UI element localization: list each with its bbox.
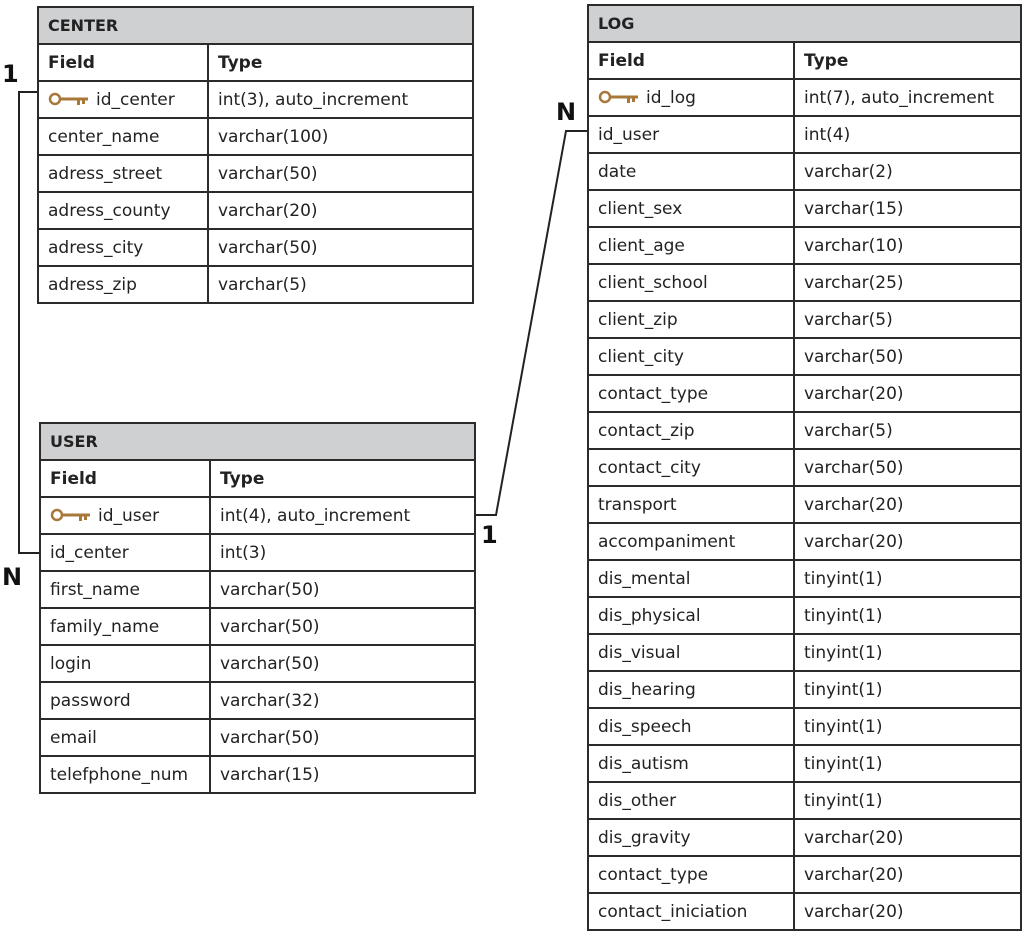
field-label: contact_type — [598, 864, 709, 885]
field-type: varchar(50) — [208, 155, 473, 192]
field-type: int(7), auto_increment — [794, 79, 1021, 116]
field-label: dis_mental — [598, 568, 691, 589]
field-type: varchar(50) — [210, 571, 475, 608]
field-label: id_user — [598, 124, 660, 145]
field-label: adress_zip — [48, 274, 137, 295]
field-type: int(4), auto_increment — [210, 497, 475, 534]
field-type: int(3), auto_increment — [208, 81, 473, 118]
field-type: varchar(10) — [794, 227, 1021, 264]
field-label: dis_hearing — [598, 679, 696, 700]
field-type: tinyint(1) — [794, 708, 1021, 745]
field-column-header: Field — [40, 460, 210, 497]
field-type: varchar(50) — [794, 449, 1021, 486]
field-label: id_center — [96, 89, 175, 110]
field-type: varchar(2) — [794, 153, 1021, 190]
field-label: contact_iniciation — [598, 901, 748, 922]
user-log-connector — [476, 131, 587, 515]
field-column-header: Field — [588, 42, 794, 79]
field-label: id_user — [98, 505, 160, 526]
field-label: id_center — [50, 542, 129, 563]
field-label: dis_speech — [598, 716, 692, 737]
type-column-header: Type — [208, 44, 473, 81]
field-label: dis_other — [598, 790, 677, 811]
field-type: varchar(5) — [208, 266, 473, 303]
field-label: adress_street — [48, 163, 163, 184]
field-type: tinyint(1) — [794, 597, 1021, 634]
table-title: CENTER — [38, 7, 473, 44]
field-type: varchar(50) — [794, 338, 1021, 375]
field-label: client_city — [598, 346, 684, 367]
field-label: adress_county — [48, 200, 171, 221]
field-type: varchar(20) — [794, 486, 1021, 523]
field-label: dis_gravity — [598, 827, 691, 848]
field-type: int(3) — [210, 534, 475, 571]
field-type: tinyint(1) — [794, 634, 1021, 671]
field-type: tinyint(1) — [794, 671, 1021, 708]
field-type: varchar(32) — [210, 682, 475, 719]
field-type: varchar(5) — [794, 412, 1021, 449]
table-title: USER — [40, 423, 475, 460]
field-type: tinyint(1) — [794, 745, 1021, 782]
field-label: client_zip — [598, 309, 678, 330]
center-user-connector — [19, 92, 39, 553]
table-title: LOG — [588, 5, 1021, 42]
field-type: varchar(50) — [210, 645, 475, 682]
field-label: id_log — [646, 87, 696, 108]
field-column-header: Field — [38, 44, 208, 81]
field-label: dis_autism — [598, 753, 689, 774]
field-label: contact_city — [598, 457, 701, 478]
field-label: login — [50, 653, 92, 674]
field-label: first_name — [50, 579, 140, 600]
field-label: center_name — [48, 126, 160, 147]
field-type: varchar(20) — [794, 523, 1021, 560]
field-type: tinyint(1) — [794, 782, 1021, 819]
field-type: varchar(20) — [794, 893, 1021, 930]
field-label: client_age — [598, 235, 685, 256]
field-label: dis_physical — [598, 605, 701, 626]
field-type: varchar(5) — [794, 301, 1021, 338]
cardinality-center-one: 1 — [2, 60, 19, 88]
field-label: email — [50, 727, 97, 748]
field-label: password — [50, 690, 131, 711]
cardinality-user-many: N — [2, 563, 23, 591]
field-type: varchar(50) — [210, 719, 475, 756]
field-type: varchar(15) — [210, 756, 475, 793]
field-type: varchar(15) — [794, 190, 1021, 227]
field-type: varchar(50) — [208, 229, 473, 266]
field-label: date — [598, 161, 637, 182]
field-label: telefphone_num — [50, 764, 189, 785]
cardinality-user-one: 1 — [481, 521, 498, 549]
field-label: client_school — [598, 272, 708, 293]
field-type: varchar(25) — [794, 264, 1021, 301]
field-type: varchar(20) — [794, 856, 1021, 893]
field-type: varchar(50) — [210, 608, 475, 645]
field-label: accompaniment — [598, 531, 736, 552]
field-type: int(4) — [794, 116, 1021, 153]
field-type: varchar(20) — [794, 819, 1021, 856]
field-label: transport — [598, 494, 677, 515]
type-column-header: Type — [794, 42, 1021, 79]
field-label: contact_zip — [598, 420, 695, 441]
field-label: adress_city — [48, 237, 144, 258]
field-label: family_name — [50, 616, 160, 637]
field-type: varchar(20) — [208, 192, 473, 229]
field-label: contact_type — [598, 383, 709, 404]
type-column-header: Type — [210, 460, 475, 497]
field-label: client_sex — [598, 198, 683, 219]
field-type: varchar(20) — [794, 375, 1021, 412]
field-type: varchar(100) — [208, 118, 473, 155]
field-type: tinyint(1) — [794, 560, 1021, 597]
cardinality-log-many: N — [556, 98, 577, 126]
field-label: dis_visual — [598, 642, 681, 663]
